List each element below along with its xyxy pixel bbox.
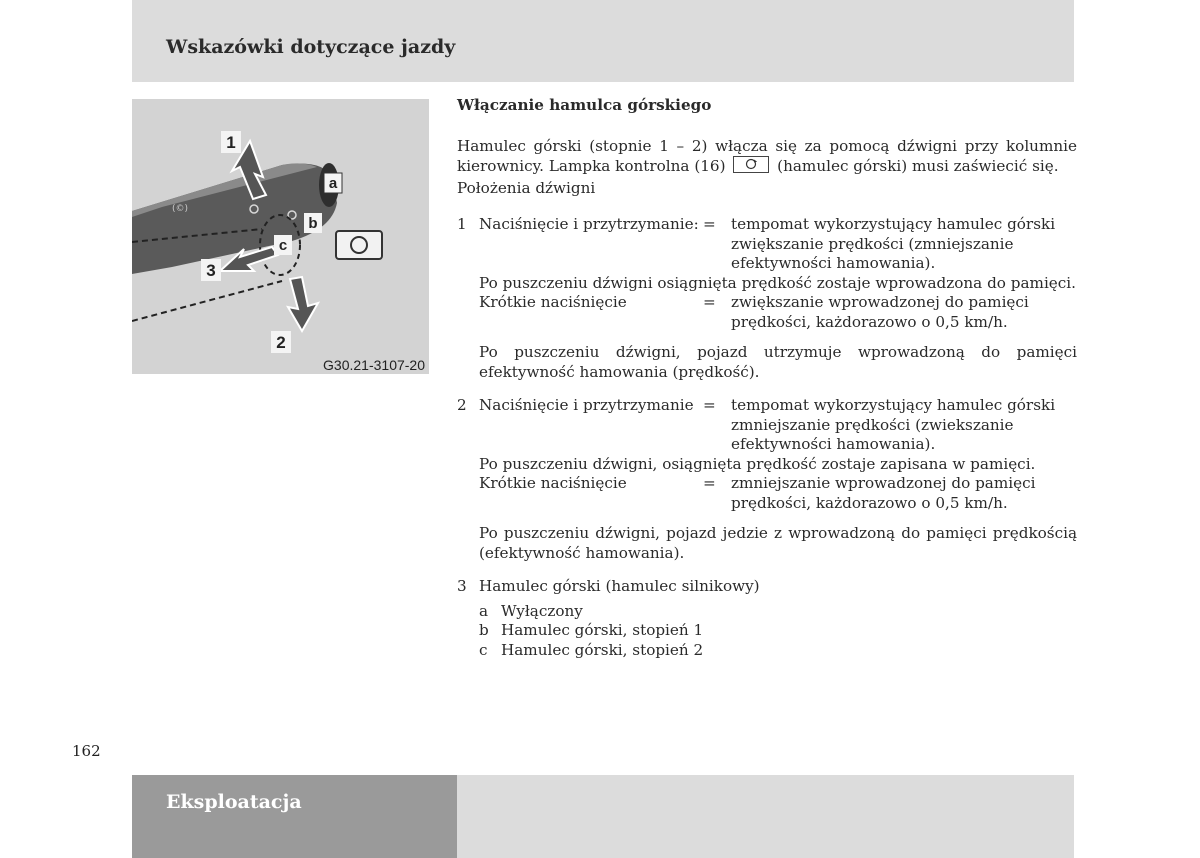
intro-text-after: (hamulec górski) musi zaświecić się. [777, 157, 1059, 175]
position-item-1 [457, 215, 1077, 382]
item-label: Naciśnięcie i przytrzymanie [479, 396, 694, 414]
label-2: 2 [276, 333, 286, 352]
list-text: Hamulec górski, stopień 1 [501, 621, 704, 639]
list-text: Hamulec górski, stopień 2 [501, 640, 704, 659]
item-number: 2 [457, 396, 467, 414]
short-press-description: zmniejszanie wprowadzonej do pamięci prędkości, każdorazowo o 0,5 km/h. [731, 474, 1036, 512]
item-description: tempomat wykorzystujący hamulec górski zmniejszanie prędkości (zwiekszanie efektywności hamowania). [731, 396, 1056, 453]
label-1: 1 [226, 133, 236, 152]
list-item [479, 602, 1077, 622]
page-title: Wskazówki dotyczące jazdy [166, 36, 456, 58]
position-item-3 [457, 577, 1077, 660]
lever-diagram [132, 99, 429, 374]
figure-caption: G30.21-3107-20 [323, 357, 425, 373]
item-description: tempomat wykorzystujący hamulec górski zwiększanie prędkości (zmniejszanie efektywności hamowania). [731, 215, 1056, 272]
equals-sign: = [703, 215, 716, 233]
short-press-label: Krótkie naciśnięcie [479, 293, 627, 311]
item-number: 3 [457, 577, 467, 595]
short-press-description: zwiększanie wprowadzonej do pamięci prędkości, każdorazowo o 0,5 km/h. [731, 293, 1029, 331]
svg-text:(©): (©) [172, 204, 189, 214]
footer-section-bar [132, 775, 457, 858]
header-bar [132, 0, 1074, 82]
label-a: a [328, 175, 338, 192]
list-letter: a [479, 601, 489, 620]
label-c: c [278, 237, 288, 254]
list-letter: b [479, 621, 489, 639]
list-item [479, 641, 1077, 661]
mountain-brake-lamp [336, 231, 382, 259]
release-note: Po puszczeniu dźwigni, pojazd jedzie z wprowadzoną do pamięci prędkością (efektywność hamowania). [479, 524, 1077, 562]
short-press-label: Krótkie naciśnięcie [479, 474, 627, 492]
intro-paragraph [457, 137, 1077, 177]
arrow-down [288, 277, 318, 331]
release-text: Po puszczeniu dźwigni, osiągnięta prędkość zostaje zapisana w pamięci. [479, 454, 1036, 473]
equals-sign: = [703, 293, 716, 311]
footer-section-title: Eksploatacja [166, 791, 302, 813]
stage-list [457, 602, 1077, 661]
list-item [479, 621, 1077, 641]
list-text: Wyłączony [501, 601, 583, 620]
mountain-brake-lamp-icon [733, 156, 769, 173]
item-label: Hamulec górski (hamulec silnikowy) [479, 577, 760, 595]
positions-heading: Położenia dźwigni [457, 178, 596, 197]
footer-bar [457, 775, 1074, 858]
content-column [457, 96, 1077, 660]
item-label: Naciśnięcie i przytrzymanie: [479, 215, 699, 233]
lever-illustration [132, 99, 429, 374]
item-number: 1 [457, 215, 467, 233]
section-title: Włączanie hamulca górskiego [457, 96, 712, 114]
page-number: 162 [72, 742, 101, 760]
release-text: Po puszczeniu dźwigni osiągnięta prędkość zostaje wprowadzona do pamięci. [479, 273, 1076, 292]
equals-sign: = [703, 474, 716, 492]
release-note: Po puszczeniu dźwigni, pojazd utrzymuje wprowadzoną do pamięci efektywność hamowania (prędkość). [479, 343, 1077, 381]
list-letter: c [479, 640, 488, 659]
intro-text: Hamulec górski (stopnie 1 – 2) włącza się za pomocą dźwigni przy kolumnie kierownicy. Lampka kontrolna (16) [457, 136, 1077, 175]
position-item-2 [457, 396, 1077, 563]
label-3: 3 [206, 261, 216, 280]
label-b: b [308, 215, 318, 232]
dashed-outline [132, 281, 282, 321]
equals-sign: = [703, 396, 716, 414]
